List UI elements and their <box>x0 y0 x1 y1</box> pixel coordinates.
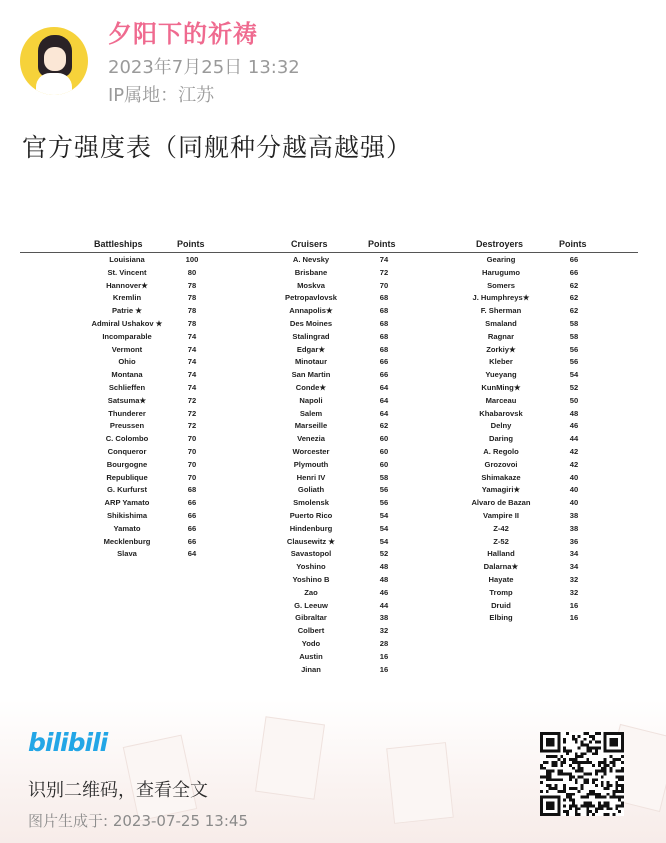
ship-points: 56 <box>569 357 579 367</box>
ship-points: 54 <box>379 523 389 533</box>
generated-time: 图片生成于: 2023-07-25 13:45 <box>28 812 248 830</box>
ship-points: 52 <box>379 549 389 559</box>
ship-name: Goliath <box>297 485 325 495</box>
ship-name: Petropavlovsk <box>285 293 337 303</box>
ship-name: Yueyang <box>485 370 517 380</box>
ship-points: 74 <box>187 370 197 380</box>
ship-points: 32 <box>379 626 389 636</box>
ship-points: 60 <box>379 434 389 444</box>
ship-points: 62 <box>569 306 579 316</box>
ship-points: 16 <box>379 651 389 661</box>
ship-name: Elbing <box>489 613 513 623</box>
ship-name: St. Vincent <box>107 267 147 277</box>
qr-code-graphic <box>540 732 624 816</box>
ship-points: 72 <box>187 421 197 431</box>
ship-points: 66 <box>379 370 389 380</box>
ship-points: 72 <box>187 395 197 405</box>
ship-points: 74 <box>187 331 197 341</box>
ship-points: 72 <box>187 408 197 418</box>
ship-name: Smolensk <box>293 498 329 508</box>
paper-decoration <box>255 716 325 800</box>
ship-name: A. Regolo <box>483 446 519 456</box>
ship-points: 48 <box>379 562 389 572</box>
ship-name: Yoshino <box>296 562 326 572</box>
ship-name: Druid <box>491 600 511 610</box>
battleships-header: Battleships <box>94 239 143 249</box>
ship-points: 66 <box>569 255 579 264</box>
ship-name: Worcester <box>292 446 330 456</box>
ship-name: Edgar★ <box>296 344 326 354</box>
ship-name: Z-52 <box>493 536 509 546</box>
ship-name: KunMing★ <box>481 382 521 392</box>
ship-name: C. Colombo <box>105 434 149 444</box>
ship-name: A. Nevsky <box>292 255 330 264</box>
ship-name: Republique <box>106 472 148 482</box>
ship-points: 40 <box>569 498 579 508</box>
ship-name: Vampire II <box>483 510 519 520</box>
cruisers-name-list <box>270 254 352 676</box>
ship-points: 58 <box>379 472 389 482</box>
ship-name: Moskva <box>297 280 325 290</box>
ship-points: 34 <box>569 549 579 559</box>
ship-name: Khabarovsk <box>479 408 523 418</box>
ship-name: Schlieffen <box>108 382 146 392</box>
ship-points: 78 <box>187 293 197 303</box>
ship-name: Grozovoi <box>484 459 518 469</box>
ship-name: Hayate <box>488 574 514 584</box>
ship-points: 50 <box>569 395 579 405</box>
ship-name: Stalingrad <box>292 331 330 341</box>
ship-name: Napoli <box>299 395 323 405</box>
ship-name: Zorkiy★ <box>486 344 516 354</box>
ship-points: 16 <box>569 600 579 610</box>
ship-name: Harugumo <box>482 267 520 277</box>
ship-name: Bourgogne <box>106 459 148 469</box>
ship-name: Jinan <box>301 664 321 674</box>
ship-name: Smaland <box>485 318 517 328</box>
ship-points: 70 <box>379 280 389 290</box>
battleships-points-header: Points <box>177 239 205 249</box>
ship-name: Marceau <box>485 395 517 405</box>
ship-name: J. Humphreys★ <box>472 293 530 303</box>
ship-points: 32 <box>569 574 579 584</box>
ip-location: IP属地：江苏 <box>108 85 215 106</box>
ship-points: 64 <box>379 408 389 418</box>
ship-points: 66 <box>569 267 579 277</box>
ship-points: 80 <box>187 267 197 277</box>
ship-points: 68 <box>187 485 197 495</box>
post-time: 2023年7月25日 13:32 <box>108 57 300 78</box>
ship-name: Preussen <box>109 421 145 431</box>
ship-name: Tromp <box>489 587 513 597</box>
ship-points: 54 <box>569 370 579 380</box>
strength-table-image <box>20 236 640 676</box>
ship-points: 48 <box>379 574 389 584</box>
ship-points: 68 <box>379 306 389 316</box>
ship-name: Alvaro de Bazan <box>471 498 531 508</box>
ship-name: Ragnar <box>487 331 515 341</box>
ship-name: Yamato <box>113 523 141 533</box>
avatar-body <box>36 73 72 95</box>
scan-qr-hint: 识别二维码，查看全文 <box>28 780 208 801</box>
ship-name: Henri IV <box>296 472 326 482</box>
ship-points: 36 <box>569 536 579 546</box>
ship-points: 68 <box>379 318 389 328</box>
ship-points: 62 <box>379 421 389 431</box>
ship-name: Kleber <box>489 357 513 367</box>
ship-points: 56 <box>379 485 389 495</box>
ship-points: 100 <box>185 255 199 264</box>
ship-name: Zao <box>304 587 318 597</box>
ship-points: 68 <box>379 293 389 303</box>
ship-name: G. Kurfurst <box>106 485 148 495</box>
ship-points: 38 <box>379 613 389 623</box>
ship-points: 38 <box>569 523 579 533</box>
ship-points: 68 <box>379 344 389 354</box>
ship-name: Marseille <box>294 421 328 431</box>
cruisers-header: Cruisers <box>291 239 328 249</box>
ship-points: 40 <box>569 485 579 495</box>
destroyers-name-list <box>458 254 544 625</box>
ship-name: Shikishima <box>106 510 148 520</box>
ship-points: 68 <box>379 331 389 341</box>
ship-name: Conqueror <box>107 446 147 456</box>
ship-name: Brisbane <box>294 267 328 277</box>
destroyers-header: Destroyers <box>476 239 524 249</box>
ship-points: 64 <box>379 395 389 405</box>
ship-points: 78 <box>187 280 197 290</box>
ship-name: Salem <box>299 408 323 418</box>
ship-points: 40 <box>569 472 579 482</box>
battleships-name-list <box>78 254 176 561</box>
ship-name: Thunderer <box>108 408 146 418</box>
ship-points: 42 <box>569 459 579 469</box>
ship-name: Annapolis★ <box>289 306 333 316</box>
ship-name: San Martin <box>291 370 331 380</box>
ship-name: Colbert <box>297 626 325 636</box>
ship-points: 70 <box>187 446 197 456</box>
ship-name: Louisiana <box>109 255 145 264</box>
ship-name: ARP Yamato <box>104 498 150 508</box>
ship-points: 78 <box>187 306 197 316</box>
qr-code[interactable] <box>540 732 624 816</box>
ship-name: Yamagiri★ <box>481 485 521 495</box>
ship-name: Shimakaze <box>481 472 521 482</box>
ship-name: Yoshino B <box>292 574 330 584</box>
ship-name: Ohio <box>118 357 136 367</box>
ship-name: Mecklenburg <box>103 536 151 546</box>
ship-points: 44 <box>379 600 389 610</box>
ship-points: 62 <box>569 293 579 303</box>
ship-name: Montana <box>111 370 143 380</box>
ship-points: 74 <box>187 357 197 367</box>
ship-points: 60 <box>379 446 389 456</box>
ship-name: Patrie ★ <box>111 306 143 316</box>
ship-name: Plymouth <box>293 459 329 469</box>
ship-points: 46 <box>569 421 579 431</box>
destroyers-points-list <box>560 254 588 625</box>
ship-name: F. Sherman <box>480 306 522 316</box>
ship-points: 46 <box>379 587 389 597</box>
ship-name: Somers <box>487 280 515 290</box>
ship-points: 64 <box>187 549 197 559</box>
ship-points: 44 <box>569 434 579 444</box>
ship-name: Admiral Ushakov ★ <box>91 318 163 328</box>
ship-name: Dalarna★ <box>483 562 519 572</box>
ship-name: Kremlin <box>112 293 142 303</box>
ship-points: 74 <box>379 255 389 264</box>
ship-points: 56 <box>379 498 389 508</box>
ship-points: 70 <box>187 434 197 444</box>
user-name[interactable]: 夕阳下的祈祷 <box>108 20 258 48</box>
ship-points: 56 <box>569 344 579 354</box>
ship-points: 58 <box>569 318 579 328</box>
ship-name: Hindenburg <box>289 523 333 533</box>
ship-name: Minotaur <box>294 357 328 367</box>
ship-name: Yodo <box>301 638 321 648</box>
ship-points: 60 <box>379 459 389 469</box>
ship-points: 66 <box>187 523 197 533</box>
ship-points: 70 <box>187 472 197 482</box>
ship-points: 54 <box>379 536 389 546</box>
ship-name: Venezia <box>297 434 325 444</box>
ship-points: 74 <box>187 344 197 354</box>
ship-points: 32 <box>569 587 579 597</box>
paper-decoration <box>386 742 454 824</box>
ship-points: 64 <box>379 382 389 392</box>
ship-points: 70 <box>187 459 197 469</box>
bilibili-logo: bilibili <box>28 728 108 757</box>
ship-points: 74 <box>187 382 197 392</box>
ship-name: Incomparable <box>102 331 152 341</box>
ship-points: 48 <box>569 408 579 418</box>
ship-points: 16 <box>569 613 579 623</box>
ship-name: Satsuma★ <box>107 395 147 405</box>
ship-name: Des Moines <box>289 318 333 328</box>
ship-points: 66 <box>187 510 197 520</box>
avatar-face <box>44 47 66 71</box>
post-title: 官方强度表（同舰种分越高越强） <box>22 133 413 162</box>
ship-name: Delny <box>490 421 512 431</box>
ship-name: Halland <box>487 549 515 559</box>
ship-points: 38 <box>569 510 579 520</box>
ship-name: Gibraltar <box>295 613 327 623</box>
ship-name: Gearing <box>486 255 516 264</box>
ship-name: Savastopol <box>290 549 332 559</box>
avatar[interactable] <box>20 27 88 95</box>
ship-name: Daring <box>488 434 514 444</box>
ship-points: 78 <box>187 318 197 328</box>
ship-name: Hannover★ <box>106 280 148 290</box>
battleships-points-list <box>178 254 206 561</box>
ship-points: 34 <box>569 562 579 572</box>
ship-name: Conde★ <box>295 382 327 392</box>
ship-name: G. Leeuw <box>294 600 328 610</box>
ship-points: 16 <box>379 664 389 674</box>
cruisers-points-list <box>370 254 398 676</box>
cruisers-points-header: Points <box>368 239 396 249</box>
ship-points: 72 <box>379 267 389 277</box>
ship-name: Puerto Rico <box>289 510 333 520</box>
ship-points: 66 <box>379 357 389 367</box>
table-header-rule <box>20 252 638 253</box>
ship-name: Vermont <box>111 344 143 354</box>
ship-points: 28 <box>379 638 389 648</box>
ship-name: Austin <box>299 651 323 661</box>
ship-points: 58 <box>569 331 579 341</box>
destroyers-points-header: Points <box>559 239 587 249</box>
ship-name: Z-42 <box>493 523 509 533</box>
ship-points: 42 <box>569 446 579 456</box>
ship-points: 66 <box>187 536 197 546</box>
ship-points: 54 <box>379 510 389 520</box>
ship-name: Clausewitz ★ <box>286 536 336 546</box>
ship-points: 52 <box>569 382 579 392</box>
ship-name: Slava <box>117 549 137 559</box>
ship-points: 66 <box>187 498 197 508</box>
ship-points: 62 <box>569 280 579 290</box>
